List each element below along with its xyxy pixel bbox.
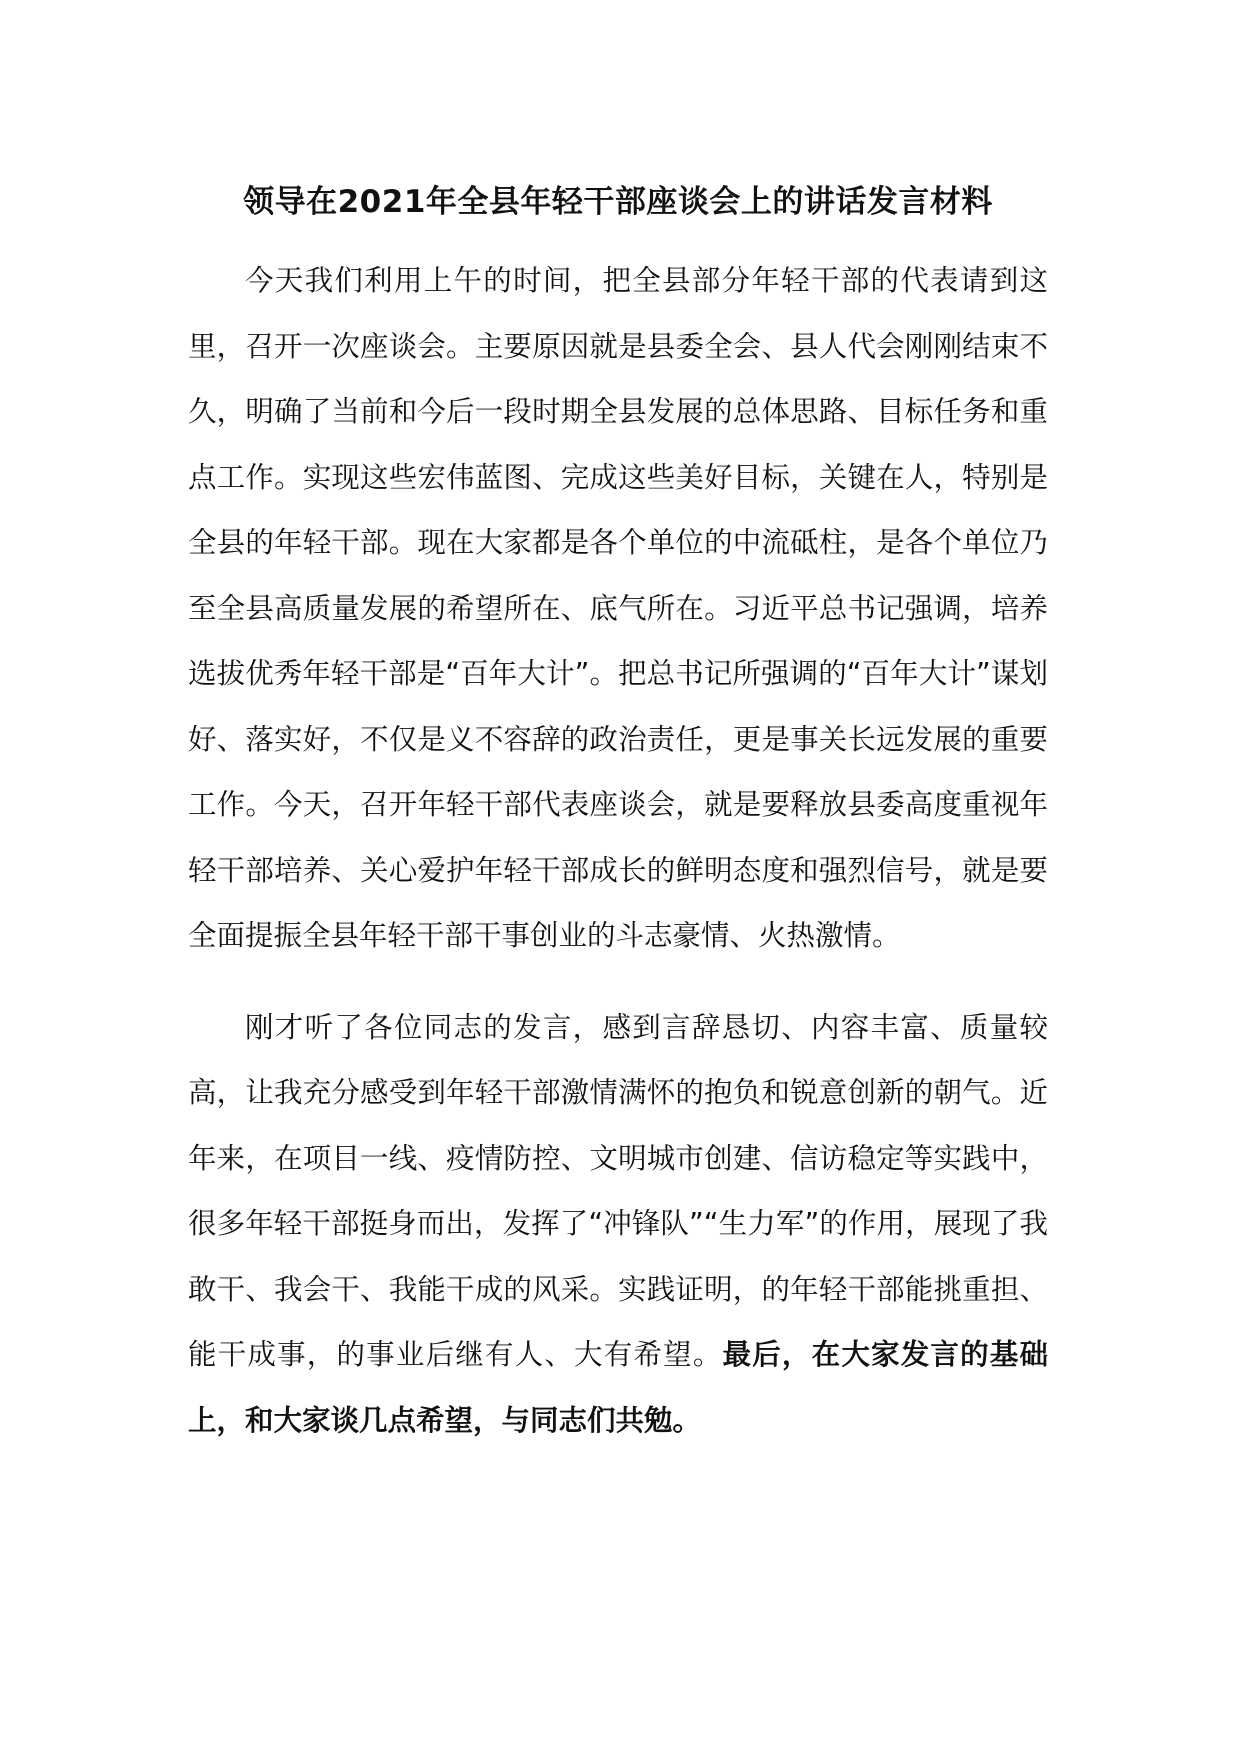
document-page bbox=[188, 182, 1048, 1479]
paragraph-feedback bbox=[188, 995, 1048, 1454]
paragraph-opening: 今天我们利用上午的时间，把全县部分年轻干部的代表请到这里，召开一次座谈会。主要原因就是县委全会、县人代会刚刚结束不久，明确了当前和今后一段时期全县发展的总体思路、目标任务和重点工作。实现这些宏伟蓝图、完成这些美好目标，关键在人，特别是全县的年轻干部。现在大家都是各个单位的中流砥柱，是各个单位乃至全县高质量发展的希望所在、底气所在。习近平总书记强调，培养选拔优秀年轻干部是“百年大计”。把总书记所强调的“百年大计”谋划好、落实好，不仅是义不容辞的政治责任，更是事关长远发展的重要工作。今天，召开年轻干部代表座谈会，就是要释放县委高度重视年轻干部培养、关心爱护年轻干部成长的鲜明态度和强烈信号，就是要全面提振全县年轻干部干事创业的斗志豪情、火热激情。 bbox=[188, 264, 1048, 952]
paragraph-feedback-emphasis: 最后，在大家发言的基础上，和大家谈几点希望，与同志们共勉。 bbox=[188, 1338, 1048, 1437]
paragraph-feedback-text: 刚才听了各位同志的发言，感到言辞恳切、内容丰富、质量较高，让我充分感受到年轻干部激情满怀的抱负和锐意创新的朝气。近年来，在项目一线、疫情防控、文明城市创建、信访稳定等实践中，很多年轻干部挺身而出，发挥了“冲锋队”“生力军”的作用，展现了我敢干、我会干、我能干成的风采。实践证明，的年轻干部能挑重担、能干成事，的事业后继有人、大有希望。 bbox=[188, 1010, 1048, 1371]
document-title: 领导在2021年全县年轻干部座谈会上的讲话发言材料 bbox=[243, 184, 993, 220]
